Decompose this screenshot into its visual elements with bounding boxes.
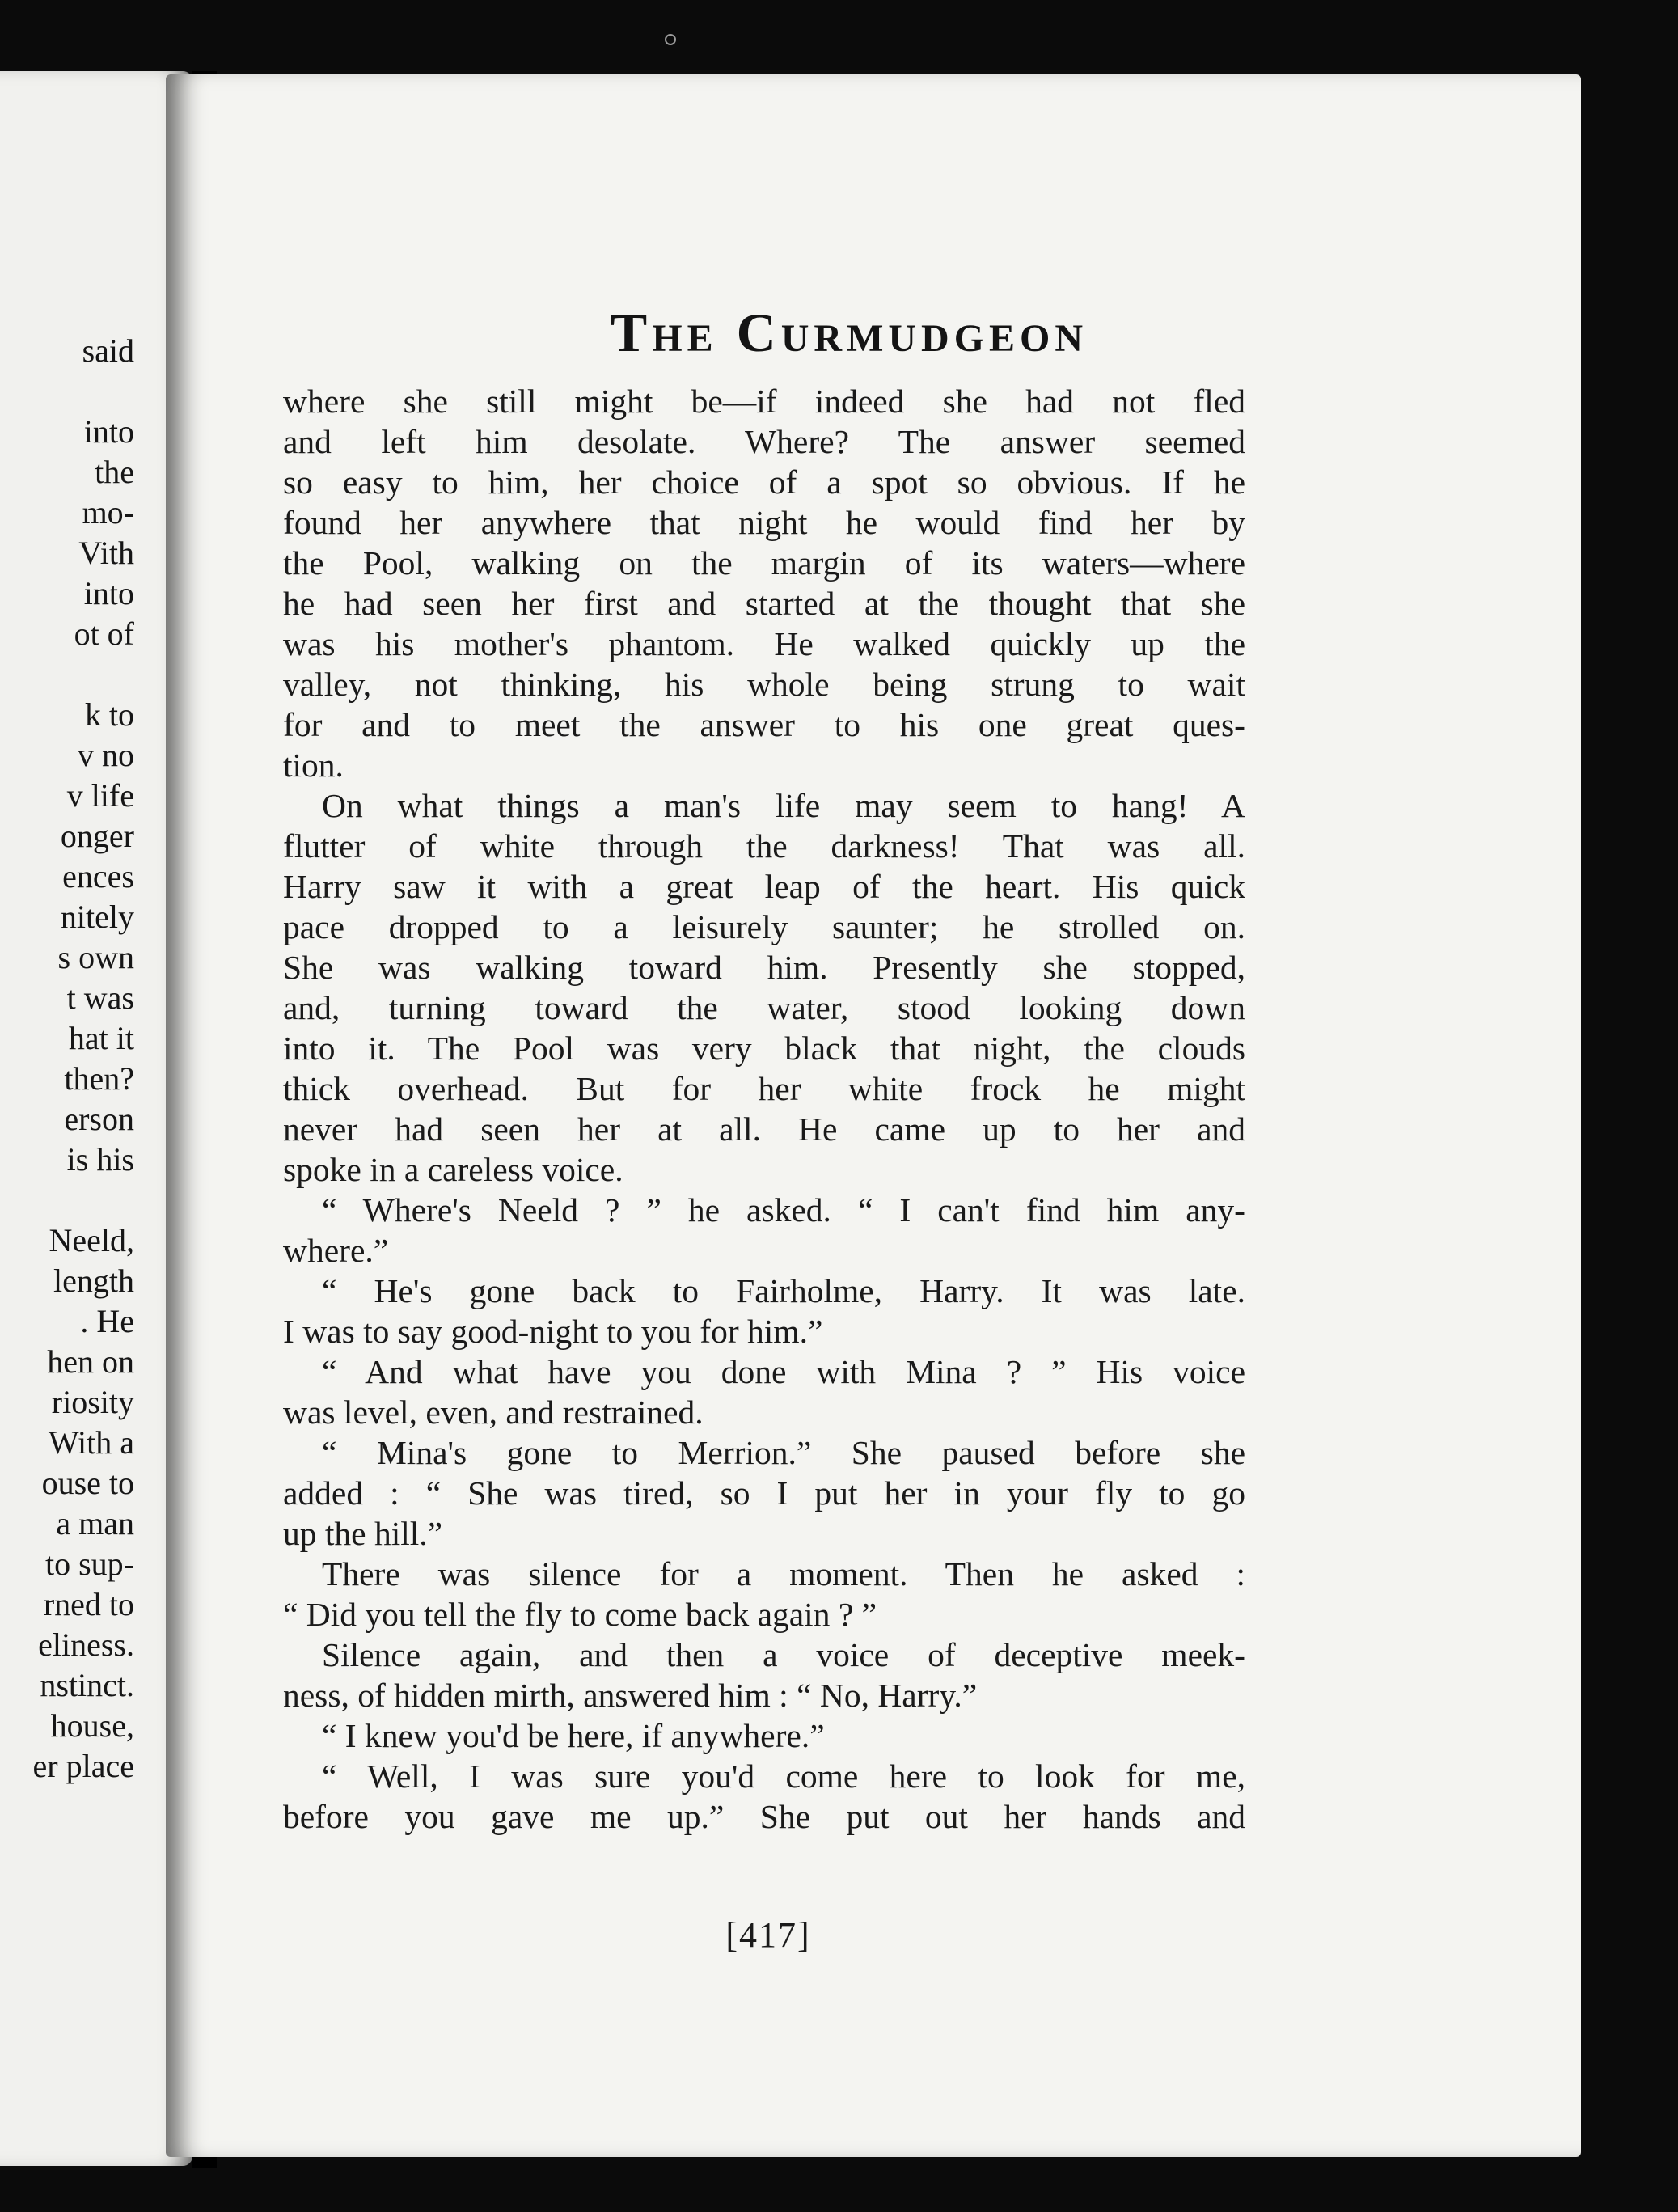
left-page-line: v life — [66, 777, 134, 814]
left-page-line: a man — [56, 1505, 134, 1542]
text-line: There was silence for a moment. Then he asked : — [322, 1555, 1245, 1592]
text-line: “ I knew you'd be here, if anywhere.” — [322, 1717, 825, 1754]
text-line: and, turning toward the water, stood looking down — [283, 989, 1245, 1026]
text-line: pace dropped to a leisurely saunter; he strolled on. — [283, 908, 1245, 945]
left-page-line: ot of — [74, 615, 134, 652]
left-page-line: s own — [57, 939, 134, 975]
left-page-line: erson — [64, 1101, 134, 1137]
book-page — [166, 74, 1581, 2157]
text-line: “ He's gone back to Fairholme, Harry. It was late. — [322, 1272, 1245, 1309]
text-line: Harry saw it with a great leap of the heart. His quick — [283, 868, 1245, 905]
text-line: “ Well, I was sure you'd come here to look for me, — [322, 1757, 1245, 1795]
left-page-line: length — [53, 1262, 134, 1299]
left-page-line: t was — [66, 979, 134, 1016]
text-line: valley, not thinking, his whole being strung to wait — [283, 666, 1245, 703]
text-line: for and to meet the answer to his one great ques- — [283, 706, 1245, 743]
text-line: where she still might be—if indeed she had not fled — [283, 383, 1245, 420]
left-page-line: said — [82, 332, 134, 369]
left-page-line: Vith — [78, 535, 134, 571]
text-line: never had seen her at all. He came up to her and — [283, 1110, 1245, 1148]
text-line: On what things a man's life may seem to hang! A — [322, 787, 1245, 824]
left-facing-page — [0, 71, 192, 2166]
text-line: “ Mina's gone to Merrion.” She paused before she — [322, 1434, 1245, 1471]
left-page-line: With a — [48, 1424, 134, 1461]
text-line: “ Where's Neeld ? ” he asked. “ I can't find him any- — [322, 1191, 1245, 1229]
left-page-line: onger — [60, 818, 134, 854]
text-line: “ Did you tell the fly to come back again ? ” — [283, 1596, 877, 1633]
left-page-line: ouse to — [41, 1465, 134, 1501]
left-page-line: mo- — [82, 494, 134, 531]
left-page-line: rned to — [43, 1586, 134, 1622]
left-page-line: k to — [84, 696, 134, 733]
scan-speck — [665, 34, 676, 45]
text-line: “ And what have you done with Mina ? ” His voice — [322, 1353, 1245, 1390]
text-line: found her anywhere that night he would find her by — [283, 504, 1245, 541]
page-number: [417] — [725, 1915, 811, 1955]
text-line: was level, even, and restrained. — [283, 1394, 704, 1431]
left-page-line: then? — [64, 1060, 134, 1097]
text-line: before you gave me up.” She put out her hands and — [283, 1798, 1245, 1835]
left-page-line: Neeld, — [49, 1222, 134, 1258]
left-page-line: into — [83, 413, 134, 450]
text-line: spoke in a careless voice. — [283, 1151, 623, 1188]
text-line: up the hill.” — [283, 1515, 443, 1552]
left-page-line: is his — [66, 1141, 134, 1178]
scan-border — [0, 2168, 1678, 2212]
text-line: thick overhead. But for her white frock he might — [283, 1070, 1245, 1107]
left-page-line: hen on — [47, 1343, 134, 1380]
text-line: tion. — [283, 746, 344, 784]
left-page-line: v no — [78, 737, 134, 773]
text-line: Silence again, and then a voice of deceptive meek- — [322, 1636, 1245, 1673]
text-line: where.” — [283, 1232, 389, 1269]
text-line: I was to say good-night to you for him.” — [283, 1313, 823, 1350]
text-line: so easy to him, her choice of a spot so obvious. If he — [283, 463, 1245, 501]
text-line: flutter of white through the darkness! That was all. — [283, 827, 1245, 865]
left-page-line: er place — [32, 1748, 134, 1784]
left-page-line: nstinct. — [40, 1667, 134, 1703]
text-line: ness, of hidden mirth, answered him : “ No, Harry.” — [283, 1677, 978, 1714]
left-page-line: ences — [62, 858, 134, 895]
left-page-line: house, — [50, 1707, 134, 1744]
text-line: and left him desolate. Where? The answer seemed — [283, 423, 1245, 460]
text-line: was his mother's phantom. He walked quickly up the — [283, 625, 1245, 662]
left-page-line: . He — [80, 1303, 134, 1339]
text-line: into it. The Pool was very black that night, the clouds — [283, 1030, 1245, 1067]
left-page-line: eliness. — [38, 1626, 134, 1663]
text-line: added : “ She was tired, so I put her in your fly to go — [283, 1474, 1245, 1512]
text-line: She was walking toward him. Presently she stopped, — [283, 949, 1245, 986]
left-page-line: riosity — [51, 1384, 134, 1420]
running-title: The Curmudgeon — [610, 302, 1088, 363]
left-page-line: to sup- — [45, 1546, 134, 1582]
left-page-line: into — [83, 575, 134, 611]
text-line: the Pool, walking on the margin of its waters—where — [283, 544, 1245, 582]
left-page-line: nitely — [60, 899, 134, 935]
left-page-line: hat it — [68, 1020, 134, 1056]
text-line: he had seen her first and started at the thought that she — [283, 585, 1245, 622]
left-page-line: the — [95, 454, 134, 490]
